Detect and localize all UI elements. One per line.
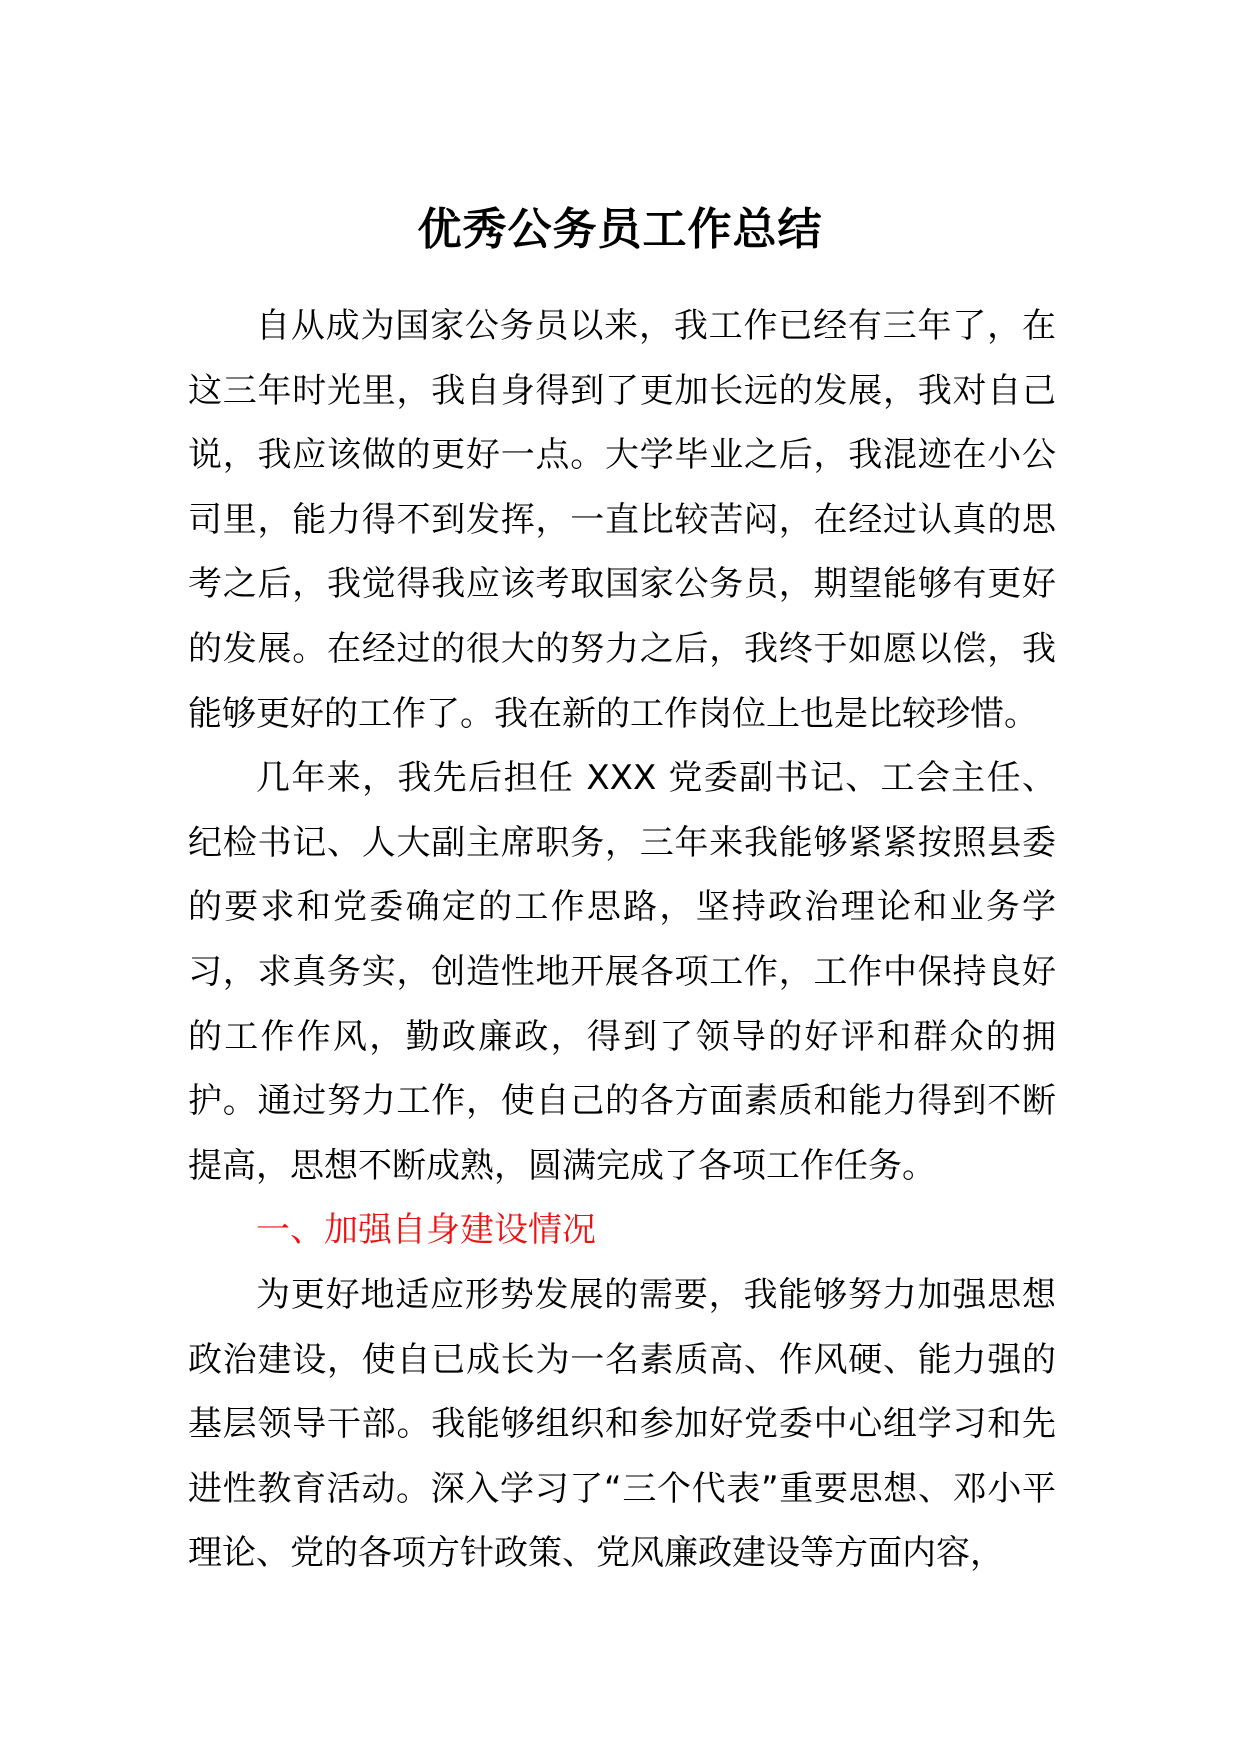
section-heading: 一、加强自身建设情况 xyxy=(256,1210,596,1251)
document-title: 优秀公务员工作总结 xyxy=(417,204,823,255)
paragraph-section-one: 为更好地适应形势发展的需要，我能够努力加强思想政治建设，使自已成长为一名素质高、作风硬、能力强的基层领导干部。我能够组织和参加好党委中心组学习和先进性教育活动。深入学习了“三个代表”重要思想、邓小平理论、党的各项方针政策、党风廉政建设等方面内容， xyxy=(188,1274,1056,1574)
document-body xyxy=(188,294,1056,1586)
paragraph-intro: 自从成为国家公务员以来，我工作已经有三年了，在这三年时光里，我自身得到了更加长远的发展，我对自己说，我应该做的更好一点。大学毕业之后，我混迹在小公司里，能力得不到发挥，一直比较苦闷，在经过认真的思考之后，我觉得我应该考取国家公务员，期望能够有更好的发展。在经过的很大的努力之后，我终于如愿以偿，我能够更好的工作了。我在新的工作岗位上也是比较珍惜。 xyxy=(188,306,1056,734)
paragraph-positions: 几年来，我先后担任 XXX 党委副书记、工会主任、纪检书记、人大副主席职务，三年来我能够紧紧按照县委的要求和党委确定的工作思路，坚持政治理论和业务学习，求真务实，创造性地开展各项工作，工作中保持良好的工作作风，勤政廉政，得到了领导的好评和群众的拥护。通过努力工作，使自己的各方面素质和能力得到不断提高，思想不断成熟，圆满完成了各项工作任务。 xyxy=(188,758,1056,1186)
